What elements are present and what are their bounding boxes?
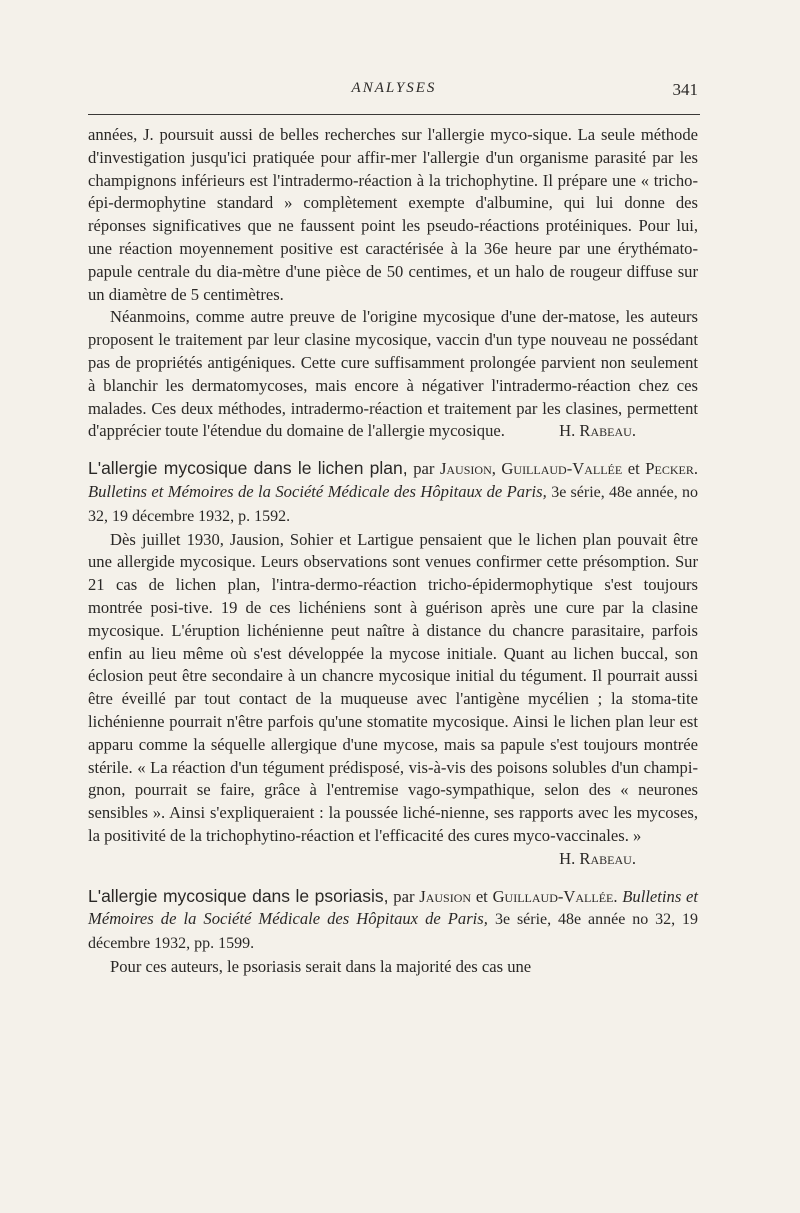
- page-number: 341: [672, 80, 698, 99]
- page-header: [88, 80, 700, 106]
- signature-1: H. Rabeau.: [559, 421, 636, 441]
- header-rule: [88, 114, 700, 115]
- article-3-journal: Bulletins et Mémoires de la Société Médicale des Hôpitaux de Paris,: [88, 886, 699, 929]
- article-3-author-last: Guillaud-Vallée.: [492, 886, 618, 906]
- article-2: [88, 457, 698, 870]
- running-title: ANALYSES: [351, 80, 437, 96]
- article-2-author-last: Pecker.: [645, 459, 699, 479]
- article-3-title: L'allergie mycosique dans le psoriasis,: [88, 885, 389, 906]
- article-3-et: et: [475, 886, 488, 906]
- article-2-by: par: [413, 459, 435, 479]
- article-2-et: et: [627, 459, 640, 479]
- paragraph-2: Néanmoins, comme autre preuve de l'origine mycosique d'une der-matose, les auteurs proposent le traitement par leur clasine mycosique, vaccin d'un type nouveau ne possédant pas de propriétés antigéniques. Cette cure suffisamment prolongée parvient non seulement à blanchir les dermatomycoses, mais encore à négativer l'intradermo-réaction chez ces malades. Ces deux méthodes, intradermo-réaction et traitement par les clasines, permettent d'apprécier toute l'étendue du domaine de l'allergie mycosique.: [88, 307, 698, 441]
- article-3: [88, 885, 698, 979]
- article-2-citation: [88, 457, 698, 528]
- article-3-text: Pour ces auteurs, le psoriasis serait dans la majorité des cas une: [110, 956, 532, 976]
- article-3-by: par: [393, 886, 415, 906]
- article-3-reference: 3e série, 48e année no 32, 19 décembre 1932, pp. 1599.: [88, 911, 698, 953]
- article-3-citation: [88, 885, 698, 956]
- body-text: [88, 124, 698, 979]
- article-2-reference: 3e série, 48e année, no 32, 19 décembre 1932, p. 1592.: [88, 483, 698, 525]
- article-2-text: Dès juillet 1930, Jausion, Sohier et Lartigue pensaient que le lichen plan pouvait être une allergide mycosique. Leurs observations sont venues confirmer cette présomption. Sur 21 cas de lichen plan, l'intra-dermo-réaction tricho-épidermophytique s'est toujours montrée posi-tive. 19 de ces lichéniens sont à guérison après une cure par la clasine mycosique. L'éruption lichénienne peut naître à distance du chancre parasitaire, parfois enfin au lieu même où s'est développée la mycose initiale. Quant au lichen buccal, son éclosion peut être secondaire à un chancre mycosique initial du tégument. Il pourrait aussi être éveillé par tout contact de la muqueuse avec l'antigène mycélien ; la stoma-tite lichénienne pourrait n'être parfois qu'une stomatite mycosique. Ainsi le lichen plan leur est apparu comme la séquelle allergique d'une mycose, mais sa papule s'est toujours montrée stérile. « La réaction d'un tégument prédisposé, vis-à-vis des poisons solubles d'un champi-gnon, pourrait se faire, grâce à l'entremise vago-sympathique, selon des « neurones sensibles ». Ainsi s'expliqueraient : la poussée liché-nienne, ses rapports avec les mycoses, la positivité de la trichophytino-réaction et l'efficacité des cures myco-vaccinales. »: [88, 529, 698, 845]
- paragraph-1: années, J. poursuit aussi de belles recherches sur l'allergie myco-sique. La seule méthode d'investigation jusqu'ici pratiquée pour affir-mer l'allergie d'un organisme parasité par les champignons inférieurs est l'intradermo-réaction à la trichophytine. Il prépare une « tricho-épi-dermophytine standard » complètement exempte d'albumine, qui lui donne des réponses significatives que ne faussent point les pseudo-réactions protéiniques. Pour lui, une réaction moyennement positive est caractérisée à la 36e heure par une érythémato-papule centrale du dia-mètre d'une pièce de 50 centimes, et un halo de rougeur diffuse sur un diamètre de 5 centimètres.: [88, 125, 698, 304]
- article-2-authors: Jausion, Guillaud-Vallée: [439, 459, 623, 479]
- article-2-title: L'allergie mycosique dans le lichen plan,: [88, 458, 408, 479]
- signature-2: H. Rabeau.: [559, 848, 636, 868]
- article-2-journal: Bulletins et Mémoires de la Société Médicale des Hôpitaux de Paris,: [88, 481, 547, 501]
- article-3-authors: Jausion: [419, 886, 472, 906]
